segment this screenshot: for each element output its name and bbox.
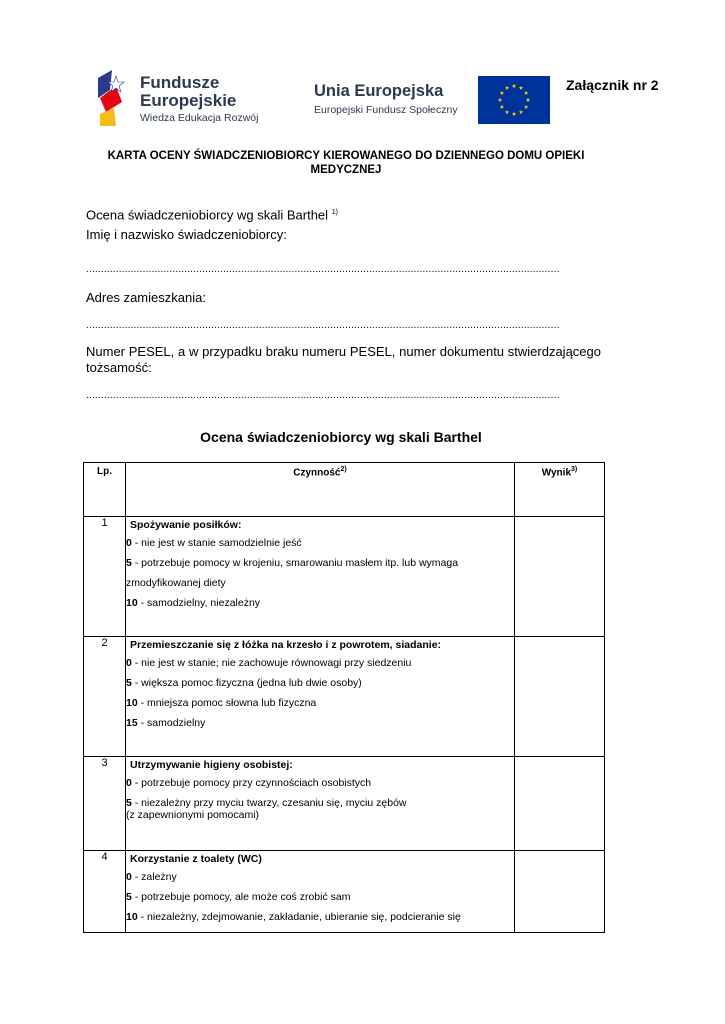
pesel-label <box>86 344 601 376</box>
score-value: 0 <box>126 871 132 883</box>
document-title <box>86 149 606 177</box>
document-title-line1: KARTA OCENY ŚWIADCZENIOBIORCY KIEROWANEGO DO DZIENNEGO DOMU OPIEKI <box>107 150 585 162</box>
barthel-scale-table <box>83 462 605 933</box>
score-description: - zależny <box>131 871 177 883</box>
row-number: 2 <box>84 637 126 757</box>
table-row <box>84 757 605 851</box>
address-field[interactable]: ............................................................................................................................................................... <box>86 320 560 331</box>
table-row <box>84 851 605 933</box>
score-description: - nie jest w stanie; nie zachowuje równowagi przy siedzeniu <box>131 657 412 669</box>
score-description: - potrzebuje pomocy przy czynnościach osobistych <box>131 777 372 789</box>
name-field[interactable]: ............................................................................................................................................................... <box>86 264 560 275</box>
pesel-field[interactable]: ............................................................................................................................................................... <box>86 390 560 401</box>
score-option <box>126 693 514 713</box>
score-option <box>126 653 514 673</box>
barthel-label <box>86 205 338 223</box>
score-option <box>126 773 514 793</box>
pesel-label-line2: tożsamość: <box>86 360 152 375</box>
score-description: - mniejsza pomoc słowna lub fizyczna <box>137 697 317 709</box>
table-row <box>84 517 605 637</box>
score-value: 5 <box>126 557 132 569</box>
score-description-continuation: zmodyfikowanej diety <box>126 577 226 589</box>
score-option <box>126 593 514 613</box>
fundusze-europejskie-star-icon <box>96 68 128 128</box>
col-header-result-ref: 3) <box>571 466 578 473</box>
score-description: - potrzebuje pomocy, ale może coś zrobić sam <box>131 891 351 903</box>
result-cell[interactable] <box>515 757 605 851</box>
col-header-activity <box>126 463 515 517</box>
activity-title: Utrzymywanie higieny osobistej: <box>130 759 293 771</box>
score-description-continuation: (z zapewnionymi pomocami) <box>126 809 260 821</box>
row-number: 4 <box>84 851 126 933</box>
score-value: 10 <box>126 597 138 609</box>
activity-cell <box>126 637 515 757</box>
score-description: - samodzielny, niezależny <box>137 597 261 609</box>
score-value: 5 <box>126 891 132 903</box>
score-value: 5 <box>126 797 132 809</box>
score-value: 15 <box>126 717 138 729</box>
activity-cell <box>126 757 515 851</box>
score-value: 10 <box>126 697 138 709</box>
col-header-result <box>515 463 605 517</box>
table-row <box>84 637 605 757</box>
annex-label: Załącznik nr 2 <box>566 77 659 93</box>
name-label: Imię i nazwisko świadczeniobiorcy: <box>86 227 287 242</box>
pesel-label-line1: Numer PESEL, a w przypadku braku numeru PESEL, numer dokumentu stwierdzającego <box>86 344 601 359</box>
score-description: - potrzebuje pomocy w krojeniu, smarowaniu masłem itp. lub wymaga <box>131 557 459 569</box>
eu-flag-icon <box>478 76 550 124</box>
activity-title: Spożywanie posiłków: <box>130 519 242 531</box>
result-cell[interactable] <box>515 637 605 757</box>
score-value: 0 <box>126 777 132 789</box>
activity-title: Korzystanie z toalety (WC) <box>130 853 262 865</box>
score-option <box>126 907 514 927</box>
logo-fe-line2: Europejskie <box>140 91 237 110</box>
score-value: 5 <box>126 677 132 689</box>
score-option <box>126 887 514 907</box>
row-number: 1 <box>84 517 126 637</box>
col-header-activity-text: Czynność <box>293 467 341 479</box>
logo-fe-line1: Fundusze <box>140 73 220 92</box>
score-option <box>126 713 514 733</box>
address-label: Adres zamieszkania: <box>86 290 206 305</box>
score-description: - nie jest w stanie samodzielnie jeść <box>131 537 302 549</box>
score-description: - niezależny przy myciu twarzy, czesaniu się, myciu zębów <box>131 797 407 809</box>
col-header-activity-ref: 2) <box>340 466 347 473</box>
score-option <box>126 867 514 887</box>
score-option <box>126 797 514 809</box>
score-value: 0 <box>126 657 132 669</box>
logo-fe-line3: Wiedza Edukacja Rozwój <box>140 112 259 124</box>
row-number: 3 <box>84 757 126 851</box>
barthel-footnote-ref: 1) <box>331 209 338 216</box>
score-description: - niezależny, zdejmowanie, zakładanie, ubieranie się, podcieranie się <box>137 911 461 923</box>
score-description: - większa pomoc fizyczna (jedna lub dwie osoby) <box>131 677 362 689</box>
col-header-result-text: Wynik <box>541 467 572 479</box>
activity-title: Przemieszczanie się z łóżka na krzesło i z powrotem, siadanie: <box>130 639 442 651</box>
document-title-line2: MEDYCZNEJ <box>310 164 382 176</box>
score-option <box>126 553 514 573</box>
score-description: - samodzielny <box>137 717 206 729</box>
table-heading: Ocena świadczeniobiorcy wg skali Barthel <box>200 429 482 445</box>
logo-ue-line2: Europejski Fundusz Społeczny <box>314 104 458 116</box>
col-header-lp: Lp. <box>84 463 126 517</box>
score-value: 10 <box>126 911 138 923</box>
score-option <box>126 533 514 553</box>
fundusze-europejskie-logo <box>96 66 266 132</box>
activity-cell <box>126 517 515 637</box>
barthel-label-text: Ocena świadczeniobiorcy wg skali Barthel <box>86 207 329 223</box>
score-value: 0 <box>126 537 132 549</box>
score-option <box>126 673 514 693</box>
activity-cell <box>126 851 515 933</box>
logo-ue-line1: Unia Europejska <box>314 82 444 100</box>
unia-europejska-logo <box>314 82 474 122</box>
result-cell[interactable] <box>515 517 605 637</box>
table-header-row <box>84 463 605 517</box>
result-cell[interactable] <box>515 851 605 933</box>
